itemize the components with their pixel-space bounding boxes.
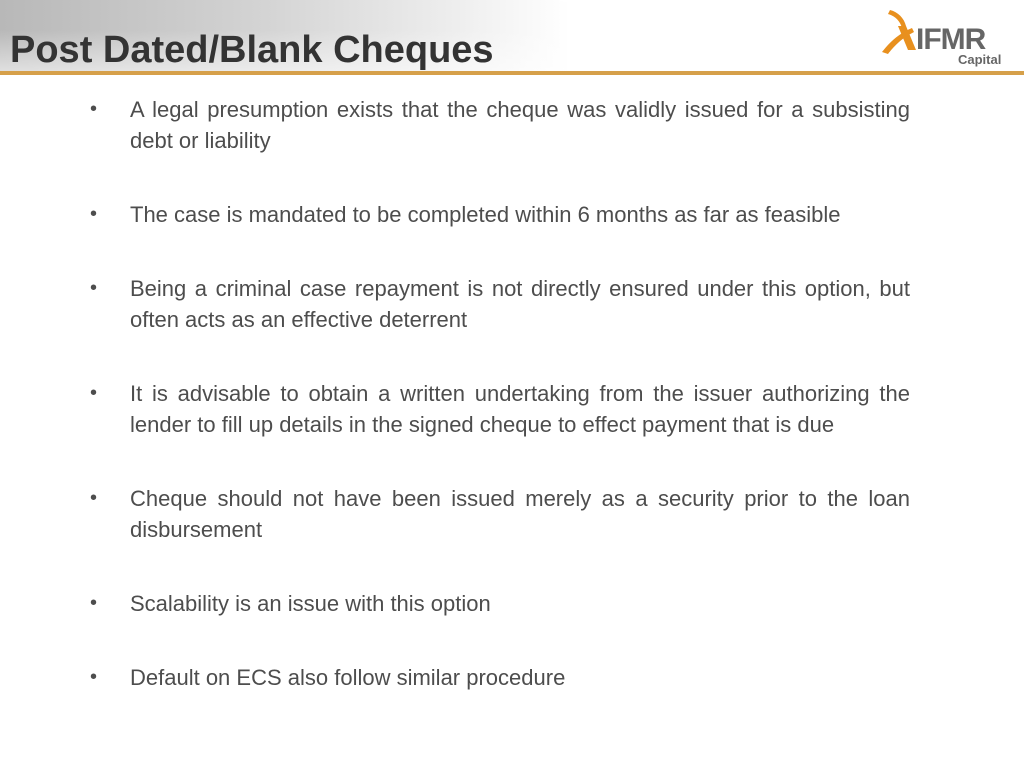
- bullet-item: [86, 94, 910, 156]
- bullet-text: Default on ECS also follow similar procedure: [130, 665, 566, 690]
- bullet-text: The case is mandated to be completed within 6 months as far as feasible: [130, 202, 841, 227]
- content-area: [86, 94, 910, 693]
- header-rule: [0, 71, 1024, 75]
- bullet-text: It is advisable to obtain a written undertaking from the issuer authorizing the lender to fill up details in the signed cheque to effect payment that is due: [130, 381, 910, 437]
- bullet-item: [86, 273, 910, 335]
- bullet-point-icon: •: [90, 592, 98, 614]
- bullet-point-icon: •: [90, 666, 98, 688]
- bullet-list: [86, 94, 910, 693]
- bullet-item: [86, 483, 910, 545]
- bullet-point-icon: •: [90, 382, 98, 404]
- company-logo: [876, 6, 1010, 68]
- page-title: Post Dated/Blank Cheques: [10, 29, 494, 71]
- bullet-item: [86, 199, 910, 230]
- logo-subtitle: Capital: [958, 52, 1002, 67]
- bullet-item: [86, 662, 910, 693]
- bullet-text: Being a criminal case repayment is not directly ensured under this option, but often acts as an effective deterrent: [130, 276, 910, 332]
- bullet-point-icon: •: [90, 98, 98, 120]
- bullet-text: A legal presumption exists that the cheque was validly issued for a subsisting debt or liability: [130, 97, 910, 153]
- bullet-point-icon: •: [90, 277, 98, 299]
- bullet-text: Cheque should not have been issued merely as a security prior to the loan disbursement: [130, 486, 910, 542]
- logo-name: IFMR: [916, 23, 986, 56]
- bullet-point-icon: •: [90, 203, 98, 225]
- bullet-text: Scalability is an issue with this option: [130, 591, 491, 616]
- bullet-item: [86, 588, 910, 619]
- bullet-point-icon: •: [90, 487, 98, 509]
- bullet-item: [86, 378, 910, 440]
